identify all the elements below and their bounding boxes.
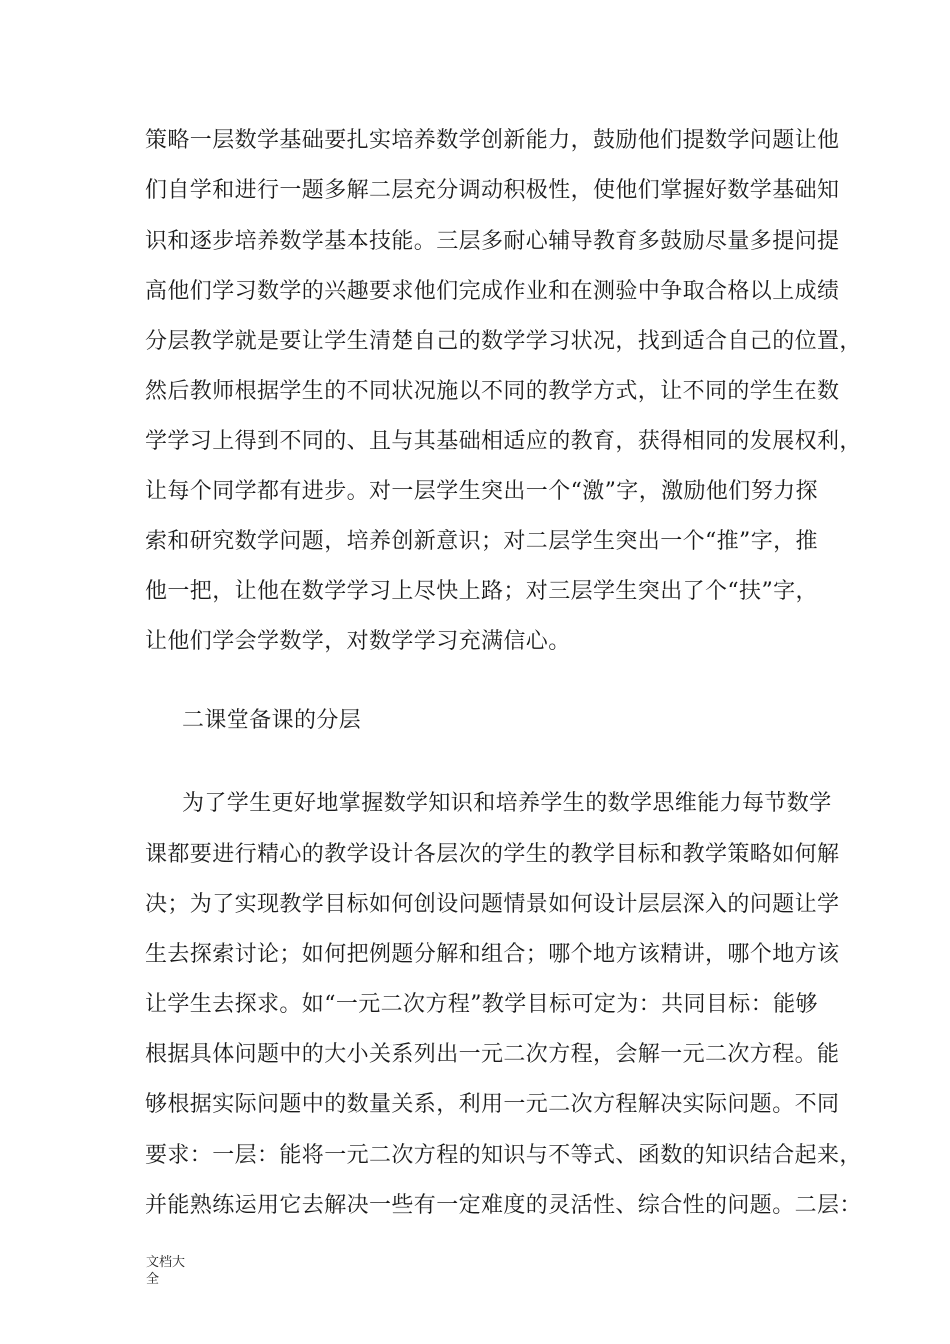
- paragraph1-line: 高他们学习数学的兴趣要求他们完成作业和在测验中争取合格以上成绩: [145, 279, 840, 304]
- paragraph2-line: 课都要进行精心的教学设计各层次的学生的教学目标和教学策略如何解: [145, 842, 840, 867]
- paragraph2-line: 为了学生更好地掌握数学知识和培养学生的数学思维能力每节数学: [182, 791, 832, 816]
- page-footer: [146, 1254, 196, 1288]
- section-heading: 二课堂备课的分层: [182, 708, 362, 733]
- paragraph1-line: 然后教师根据学生的不同状况施以不同的教学方式，让不同的学生在数: [145, 379, 840, 404]
- paragraph1-line: 学学习上得到不同的、且与其基础相适应的教育，获得相同的发展权利，: [145, 429, 862, 454]
- paragraph2-line: 决；为了实现教学目标如何创设问题情景如何设计层层深入的问题让学: [145, 892, 840, 917]
- paragraph1-line: 策略一层数学基础要扎实培养数学创新能力，鼓励他们提数学问题让他: [145, 128, 840, 153]
- paragraph2-line: 根据具体问题中的大小关系列出一元二次方程，会解一元二次方程。能: [145, 1042, 840, 1067]
- paragraph1-line: 让每个同学都有进步。对一层学生突出一个“激”字，激励他们努力探: [145, 479, 818, 504]
- paragraph2-line: 要求：一层：能将一元二次方程的知识与不等式、函数的知识结合起来，: [145, 1143, 862, 1168]
- footer-line: 文档大: [146, 1255, 186, 1270]
- paragraph1-line: 他一把，让他在数学学习上尽快上路；对三层学生突出了个“扶”字，: [145, 579, 818, 604]
- paragraph2-line: 让学生去探求。如“一元二次方程”教学目标可定为：共同目标：能够: [145, 992, 818, 1017]
- paragraph1-line: 让他们学会学数学，对数学学习充满信心。: [145, 629, 571, 654]
- paragraph2-line: 够根据实际问题中的数量关系，利用一元二次方程解决实际问题。不同: [145, 1092, 840, 1117]
- paragraph1-line: 分层教学就是要让学生清楚自己的数学学习状况，找到适合自己的位置，: [145, 329, 862, 354]
- paragraph2-line: 并能熟练运用它去解决一些有一定难度的灵活性、综合性的问题。二层：: [145, 1193, 862, 1218]
- paragraph1-line: 们自学和进行一题多解二层充分调动积极性，使他们掌握好数学基础知: [145, 178, 840, 203]
- paragraph2-line: 生去探索讨论；如何把例题分解和组合；哪个地方该精讲，哪个地方该: [145, 942, 840, 967]
- footer-line: 全: [146, 1272, 160, 1287]
- paragraph1-line: 识和逐步培养数学基本技能。三层多耐心辅导教育多鼓励尽量多提问提: [145, 229, 840, 254]
- paragraph1-line: 索和研究数学问题，培养创新意识；对二层学生突出一个“推”字，推: [145, 529, 818, 554]
